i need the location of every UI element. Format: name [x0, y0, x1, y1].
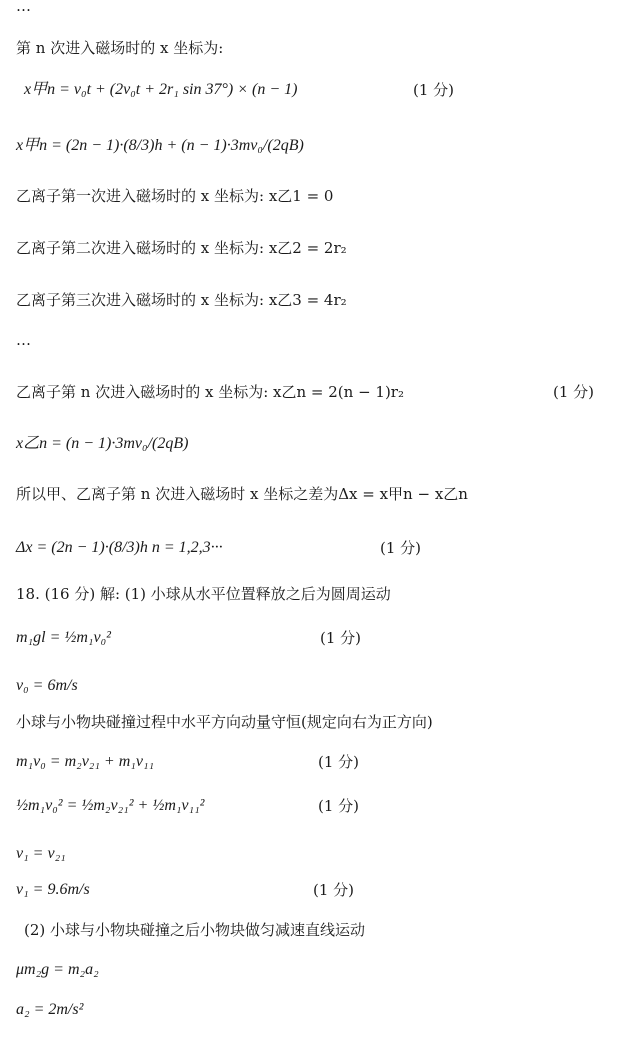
equation-line: x甲n = v₀t + (2v₀t + 2r₁ sin 37°) × (n − 1): [24, 81, 298, 98]
equation-line: v₀ = 6m/s: [16, 677, 78, 694]
equation-line: m₁gl = ½m₁v₀²: [16, 629, 111, 646]
text-line: 乙离子第 n 次进入磁场时的 x 坐标为: x乙n = 2(n − 1)r₂: [16, 383, 404, 401]
score-mark: (1 分): [313, 881, 355, 899]
text-line: (2) 小球与小物块碰撞之后小物块做匀减速直线运动: [24, 921, 366, 939]
text-line: 乙离子第二次进入磁场时的 x 坐标为: x乙2 = 2r₂: [16, 239, 347, 257]
text-line: 所以甲、乙离子第 n 次进入磁场时 x 坐标之差为Δx = x甲n − x乙n: [16, 485, 468, 503]
equation-line: v₁ = 9.6m/s: [16, 881, 90, 898]
ellipsis-line: …: [16, 331, 31, 349]
ellipsis-line: …: [16, 0, 31, 15]
score-mark: (1 分): [413, 81, 455, 99]
score-mark: (1 分): [380, 539, 422, 557]
score-mark: (1 分): [320, 629, 362, 647]
equation-line: ½m₁v₀² = ½m₂v₂₁² + ½m₁v₁₁²: [16, 797, 205, 814]
text-line: 小球与小物块碰撞过程中水平方向动量守恒(规定向右为正方向): [16, 713, 433, 731]
equation-line: x乙n = (n − 1)·3mv₀/(2qB): [16, 435, 189, 452]
equation-line: v₁ = v₂₁: [16, 845, 66, 862]
score-mark: (1 分): [318, 753, 360, 771]
text-line: 乙离子第三次进入磁场时的 x 坐标为: x乙3 = 4r₂: [16, 291, 347, 309]
score-mark: (1 分): [318, 797, 360, 815]
equation-line: m₁v₀ = m₂v₂₁ + m₁v₁₁: [16, 753, 155, 770]
equation-line: Δx = (2n − 1)·(8/3)h n = 1,2,3···: [16, 539, 223, 556]
equation-line: μm₂g = m₂a₂: [16, 961, 99, 978]
equation-line: x甲n = (2n − 1)·(8/3)h + (n − 1)·3mv₀/(2qB): [16, 137, 304, 154]
equation-line: a₂ = 2m/s²: [16, 1001, 84, 1018]
text-line: 第 n 次进入磁场时的 x 坐标为:: [16, 39, 224, 57]
text-line: 乙离子第一次进入磁场时的 x 坐标为: x乙1 = 0: [16, 187, 334, 205]
question-heading: 18. (16 分) 解: (1) 小球从水平位置释放之后为圆周运动: [16, 585, 391, 603]
score-mark: (1 分): [553, 383, 595, 401]
